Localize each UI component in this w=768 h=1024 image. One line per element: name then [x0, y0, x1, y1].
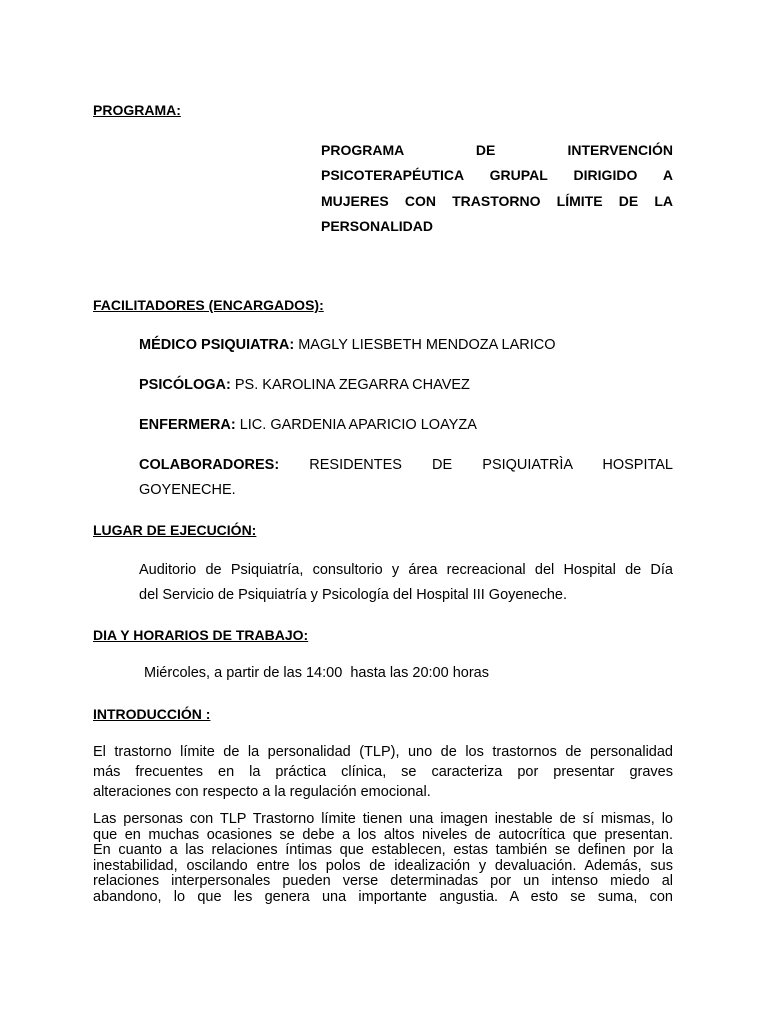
program-title	[321, 138, 673, 239]
psicologa-value: PS. KAROLINA ZEGARRA CHAVEZ	[230, 377, 470, 393]
lugar-line: del Servicio de Psiquiatría y Psicología del Hospital III Goyeneche.	[139, 587, 567, 603]
colaboradores-line-1	[139, 453, 673, 478]
intro-p2-line: relaciones interpersonales pueden verse determinadas por un intenso miedo al	[93, 873, 673, 890]
intro-paragraph-1	[93, 743, 673, 802]
colaboradores-value-1: RESIDENTES DE PSIQUIATRÌA HOSPITAL	[279, 457, 673, 473]
colaboradores-value-2: GOYENECHE.	[139, 482, 236, 498]
intro-p1-line: El trastorno límite de la personalidad (TLP), uno de los trastornos de personalidad	[93, 744, 673, 760]
programa-heading: PROGRAMA:	[93, 102, 181, 118]
introduccion-heading: INTRODUCCIÓN :	[93, 706, 211, 722]
intro-p2-line: Las personas con TLP Trastorno límite tienen una imagen inestable de sí mismas, lo	[93, 811, 673, 827]
colaboradores-block	[139, 453, 673, 503]
lugar-text	[139, 558, 673, 608]
intro-paragraph-2	[93, 812, 673, 906]
program-title-line: MUJERES CON TRASTORNO LÍMITE DE LA	[321, 192, 673, 209]
program-title-line: PERSONALIDAD	[321, 217, 434, 234]
enfermera-label: ENFERMERA:	[139, 417, 236, 433]
lugar-heading: LUGAR DE EJECUCIÓN:	[93, 522, 257, 538]
medico-label: MÉDICO PSIQUIATRA:	[139, 337, 295, 353]
medico-value: MAGLY LIESBETH MENDOZA LARICO	[294, 337, 556, 353]
intro-p1-line: alteraciones con respecto a la regulación emocional.	[93, 783, 431, 800]
intro-p2-line: inestabilidad, oscilando entre los polos de idealización y devaluación. Además, sus	[93, 857, 673, 874]
intro-p2-line: que en muchas ocasiones se debe a los altos niveles de autocrítica que presentan.	[93, 826, 673, 843]
program-title-line: PROGRAMA DE INTERVENCIÓN	[321, 142, 673, 158]
intro-p2-line: En cuanto a las relaciones íntimas que establecen, estas también se definen por la	[93, 842, 673, 859]
horario-heading: DIA Y HORARIOS DE TRABAJO:	[93, 627, 309, 643]
lugar-line: Auditorio de Psiquiatría, consultorio y área recreacional del Hospital de Día	[139, 562, 673, 578]
intro-p2-line: abandono, lo que les genera una importante angustia. A esto se suma, con	[93, 888, 673, 905]
intro-p1-line: más frecuentes en la práctica clínica, se caracteriza por presentar graves	[93, 763, 673, 780]
program-title-line: PSICOTERAPÉUTICA GRUPAL DIRIGIDO A	[321, 167, 673, 184]
psicologa-label: PSICÓLOGA:	[139, 377, 231, 393]
colaboradores-label: COLABORADORES:	[139, 457, 280, 473]
medico-line	[139, 333, 673, 358]
enfermera-line	[139, 413, 673, 438]
horario-text: Miércoles, a partir de las 14:00 hasta las 20:00 horas	[144, 665, 489, 681]
enfermera-value: LIC. GARDENIA APARICIO LOAYZA	[235, 417, 477, 433]
facilitadores-heading: FACILITADORES (ENCARGADOS):	[93, 297, 324, 313]
psicologa-line	[139, 373, 673, 398]
